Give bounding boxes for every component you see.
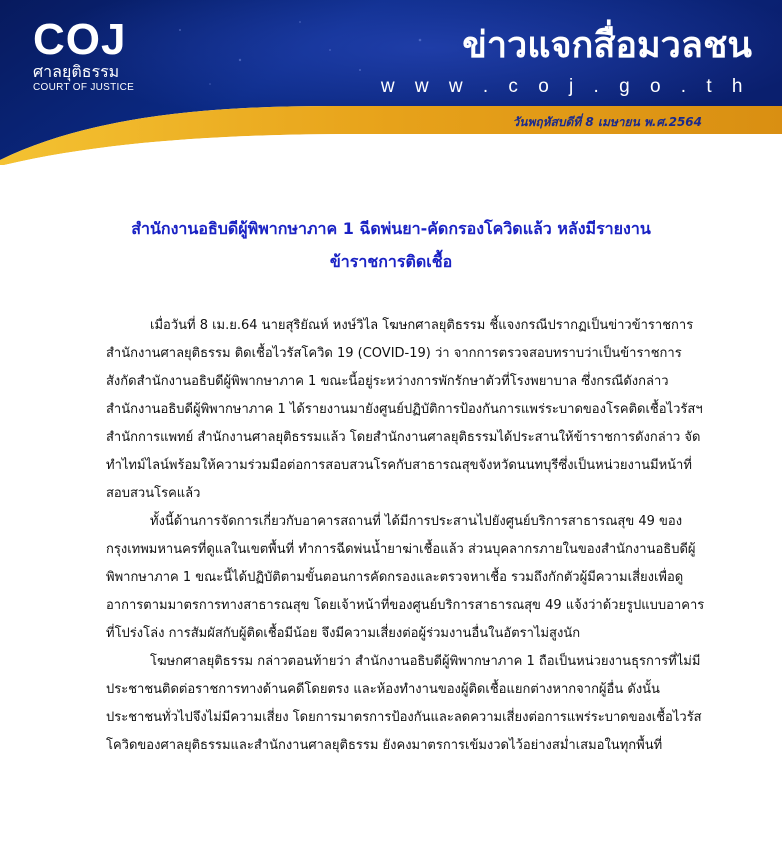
logo-english-name: COURT OF JUSTICE: [33, 82, 135, 93]
article-body: [106, 312, 712, 760]
paragraph-2: ทั้งนี้ด้านการจัดการเกี่ยวกับอาคารสถานที่ ได้มีการประสานไปยังศูนย์บริการสาธารณสุข 49 ของกรุงเทพมหานครที่ดูแลในเขตพื้นที่ ทำการฉีดพ่นน้ำยาฆ่าเชื้อแล้ว ส่วนบุคลากรภายในของสำนักงานอธิบดีผู้พิพากษาภาค 1 ขณะนี้ได้ปฏิบัติตามขั้นตอนการคัดกรองและตรวจหาเชื้อ รวมถึงกักตัวผู้มีความเสี่ยงเพื่อดูอาการตามมาตรการทางสาธารณสุข โดยเจ้าหน้าที่ของศูนย์บริการสาธารณสุข 49 แจ้งว่าด้วยรูปแบบอาคารที่โปร่งโล่ง การสัมผัสกับผู้ติดเชื้อมีน้อย จึงมีความเสี่ยงต่อผู้ร่วมงานอื่นในอัตราไม่สูงนัก: [106, 514, 705, 641]
coj-logo: [33, 15, 135, 94]
headline-line-2: ข้าราชการติดเชื้อ: [329, 252, 453, 271]
press-release-title: ข่าวแจกสื่อมวลชน: [462, 25, 752, 66]
headline-line-1: สำนักงานอธิบดีผู้พิพากษาภาค 1 ฉีดพ่นยา-คัดกรองโควิดแล้ว หลังมีรายงาน: [131, 219, 651, 238]
paragraph-1: เมื่อวันที่ 8 เม.ย.64 นายสุริยัณห์ หงษ์วิไล โฆษกศาลยุติธรรม ชี้แจงกรณีปรากฏเป็นข่าวข้าราชการสำนักงานศาลยุติธรรม ติดเชื้อไวรัสโควิด 19 (COVID-19) ว่า จากการตรวจสอบทราบว่าเป็นข้าราชการสังกัดสำนักงานอธิบดีผู้พิพากษาภาค 1 ขณะนี้อยู่ระหว่างการพักรักษาตัวที่โรงพยาบาล ซึ่งกรณีดังกล่าวสำนักงานอธิบดีผู้พิพากษาภาค 1 ได้รายงานมายังศูนย์ปฏิบัติการป้องกันการแพร่ระบาดของโรคติดเชื้อไวรัสฯ สำนักการแพทย์ สำนักงานศาลยุติธรรมแล้ว โดยสำนักงานศาลยุติธรรมได้ประสานให้ข้าราชการดังกล่าว จัดทำไทม์ไลน์พร้อมให้ความร่วมมือต่อการสอบสวนโรคกับสาธารณสุขจังหวัดนนทบุรีซึ่งเป็นหน่วยงานมีหน้าที่สอบสวนโรคแล้ว: [106, 318, 703, 501]
press-release-header: [0, 0, 782, 165]
website-url: w w w . c o j . g o . t h: [380, 76, 750, 97]
logo-mark: COJ: [33, 15, 127, 64]
paragraph-3: โฆษกศาลยุติธรรม กล่าวตอนท้ายว่า สำนักงานอธิบดีผู้พิพากษาภาค 1 ถือเป็นหน่วยงานธุรการที่ไม่มีประชาชนติดต่อราชการทางด้านคดีโดยตรง และห้องทำงานของผู้ติดเชื้อแยกต่างหากจากผู้อื่น ดังนั้นประชาชนทั่วไปจึงไม่มีความเสี่ยง โดยการมาตรการป้องกันและลดความเสี่ยงต่อการแพร่ระบาดของเชื้อไวรัสโควิดของศาลยุติธรรมและสำนักงานศาลยุติธรรม ยังคงมาตรการเข้มงวดไว้อย่างสม่ำเสมอในทุกพื้นที่: [106, 654, 702, 753]
logo-thai-name: ศาลยุติธรรม: [33, 62, 120, 81]
news-headline: [60, 212, 722, 278]
release-date: วันพฤหัสบดีที่ 8 เมษายน พ.ศ.2564: [512, 115, 702, 129]
